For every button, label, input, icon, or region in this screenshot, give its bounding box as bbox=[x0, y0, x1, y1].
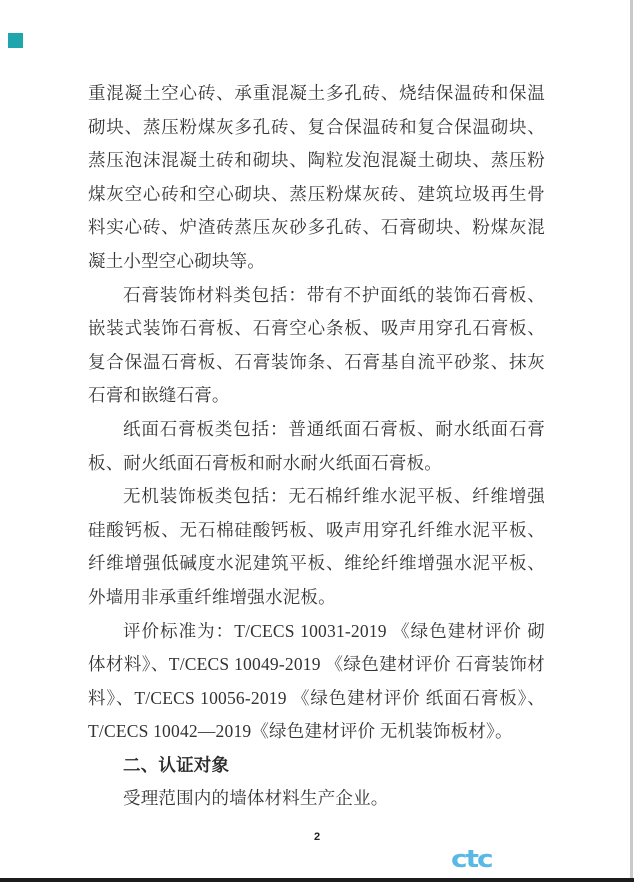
ctc-logo: ctc bbox=[451, 844, 492, 873]
section-heading-certification-object: 二、认证对象 bbox=[123, 754, 230, 775]
page-number: 2 bbox=[313, 831, 321, 843]
paragraph-inorganic-decorative-boards: 无机装饰板类包括：无石棉纤维水泥平板、纤维增强硅酸钙板、无石棉硅酸钙板、吸声用穿孔纤维水泥平板、纤维增强低碱度水泥建筑平板、维纶纤维增强水泥平板、外墙用非承重纤维增强水泥板。 bbox=[88, 486, 545, 607]
paragraph-wall-materials-list: 重混凝土空心砖、承重混凝土多孔砖、烧结保温砖和保温砌块、蒸压粉煤灰多孔砖、复合保温砖和复合保温砌块、蒸压泡沫混凝土砖和砌块、陶粒发泡混凝土砌块、蒸压粉煤灰空心砖和空心砌块、蒸压粉煤灰砖、建筑垃圾再生骨料实心砖、炉渣砖蒸压灰砂多孔砖、石膏砌块、粉煤灰混凝土小型空心砌块等。 bbox=[88, 83, 545, 271]
paragraph-gypsum-decorative-materials: 石膏装饰材料类包括：带有不护面纸的装饰石膏板、嵌装式装饰石膏板、石膏空心条板、吸声用穿孔石膏板、复合保温石膏板、石膏装饰条、石膏基自流平砂浆、抹灰石膏和嵌缝石膏。 bbox=[88, 284, 545, 406]
paragraph-certification-object-scope: 受理范围内的墙体材料生产企业。 bbox=[123, 788, 389, 809]
document-body bbox=[88, 77, 545, 816]
paragraph-evaluation-standards: 评价标准为：T/CECS 10031-2019 《绿色建材评价 砌体材料》、T/CECS 10049-2019 《绿色建材评价 石膏装饰材料》、T/CECS 10056-2019 《绿色建材评价 纸面石膏板》、T/CECS 10042—2019《绿色建材评价 无机装饰板材》。 bbox=[88, 620, 545, 742]
page-right-edge-line bbox=[630, 0, 633, 879]
page-bottom-edge-line bbox=[0, 878, 634, 882]
paragraph-paper-faced-gypsum-board: 纸面石膏板类包括：普通纸面石膏板、耐水纸面石膏板、耐火纸面石膏板和耐水耐火纸面石膏板。 bbox=[88, 418, 545, 473]
corner-marker-square bbox=[8, 33, 23, 48]
